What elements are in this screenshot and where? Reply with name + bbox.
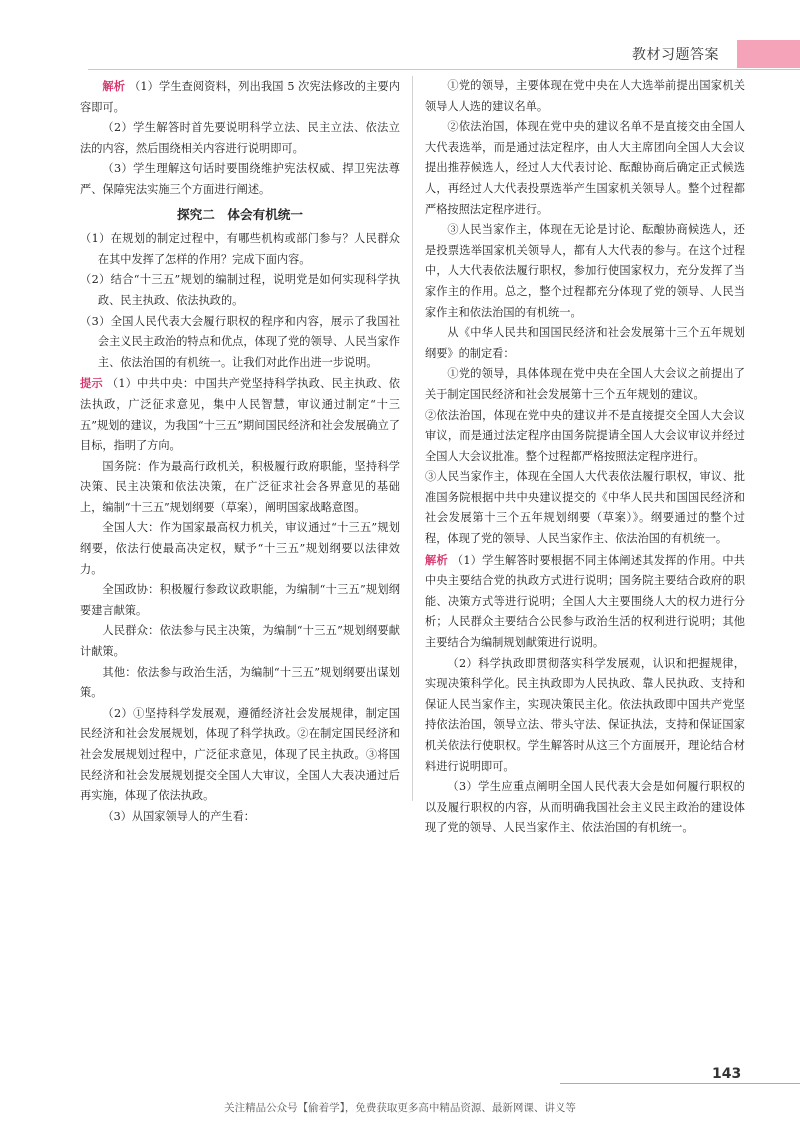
header-accent-tab [737, 40, 800, 68]
intro-para-3: （3）学生理解这句话时要围绕维护宪法权威、捍卫宪法尊严、保障宪法实施三个方面进行阐述。 [80, 162, 400, 196]
para-qunzhong: 人民群众：依法参与民主决策，为编制“十三五”规划纲要献计献策。 [80, 624, 400, 659]
right-column [425, 76, 745, 839]
para-qita: 其他：依法参与政治生活，为编制“十三五”规划纲要出谋划策。 [80, 665, 400, 700]
right-para-5: ①党的领导，具体体现在党中央在全国人大会议之前提出了关于制定国民经济和社会发展第十三个五年规划的建议。 [425, 367, 745, 401]
question-2: （2）结合“十三五”规划的编制过程，说明党是如何实现科学执政、民主执政、依法执政的。 [80, 273, 400, 307]
right-para-1: ①党的领导，主要体现在党中央在人大选举前提出国家机关领导人人选的建议名单。 [425, 79, 745, 113]
footer-text: 关注精品公众号【偷着学】，免费获取更多高中精品资源、最新网课、讲义等 [224, 1102, 576, 1114]
analysis-label: 解析 [102, 79, 126, 93]
question-1: （1）在规划的制定过程中，有哪些机构或部门参与？人民群众在其中发挥了怎样的作用？完成下面内容。 [80, 232, 400, 266]
analysis-1: 解析 （1）学生解答时要根据不同主体阐述其发挥的作用。中共中央主要结合党的执政方式进行说明；国务院主要结合政府的职能、决策方式等进行说明；全国人大主要围绕人大的权力进行分析；人民群众主要结合公民参与政治生活的权利进行说明；其他主要结合为编制规划献策进行说明。 [425, 552, 745, 650]
analysis-2: （2）科学执政即贯彻落实科学发展观，认识和把握规律，实现决策科学化。民主执政即为人民执政、靠人民执政、支持和保证人民当家作主，实现决策民主化。依法执政即中国共产党坚持依法治国，领导立法、带头守法、保证执法，支持和保证国家机关依法行使职权。学生解答时从这三个方面展开，理论结合材料进行说明即可。 [425, 656, 745, 773]
intro-para-2: （2）学生解答时首先要说明科学立法、民主立法、依法立法的内容，然后围绕相关内容进行说明即可。 [80, 121, 400, 155]
right-para-3: ③人民当家作主，体现在无论是讨论、酝酿协商候选人，还是投票选举国家机关领导人，都有人大代表的参与。在这个过程中，人大代表依法履行职权，参加行使国家权力，充分发挥了当家作主的作用。总之，整个过程都充分体现了党的领导、人民当家作主和依法治国的有机统一。 [425, 223, 745, 319]
analysis-label: 解析 [425, 552, 448, 567]
section-title: 探究二 体会有机统一 [177, 206, 303, 222]
footer-rule [560, 1083, 800, 1084]
analysis-3: （3）学生应重点阐明全国人民代表大会是如何履行职权的以及履行职权的内容，从而明确我国社会主义民主政治的建设体现了党的领导、人民当家作主、依法治国的有机统一。 [425, 780, 745, 835]
column-divider [412, 76, 413, 801]
right-para-2: ②依法治国，体现在党中央的建议名单不是直接交由全国人大代表选举，而是通过法定程序，由人大主席团向全国人大会议提出推荐候选人，经过人大代表讨论、酝酿协商后确定正式候选人，再经过人大代表投票选举产生国家机关领导人。整个过程都严格按照法定程序进行。 [425, 120, 745, 216]
question-3: （3）全国人民代表大会履行职权的程序和内容，展示了我国社会主义民主政治的特点和优点，体现了党的领导、人民当家作主、依法治国的有机统一。让我们对此作出进一步说明。 [80, 314, 400, 369]
header-title: 教材习题答案 [632, 47, 719, 63]
answer-3: （3）从国家领导人的产生看： [102, 809, 255, 823]
right-para-4: 从《中华人民共和国国民经济和社会发展第十三个五年规划纲要》的制定看： [425, 326, 745, 360]
answer-2: （2）①坚持科学发展观，遵循经济社会发展规律，制定国民经济和社会发展规划，体现了科学执政。②在制定国民经济和社会发展规划过程中，广泛征求意见，体现了民主执政。③将国民经济和社会发展规划提交全国人大审议，全国人大表决通过后再实施，体现了依法执政。 [80, 706, 400, 803]
para-zhengxie: 全国政协：积极履行参政议政职能，为编制“十三五”规划纲要建言献策。 [80, 583, 400, 617]
hint-label: 提示 [80, 376, 103, 391]
right-para-6: ②依法治国，体现在党中央的建议并不是直接提交全国人大会议审议，而是通过法定程序由国务院提请全国人大会议审议并经过全国人大会议批准。整个过程都严格按照法定程序进行。 [425, 408, 745, 463]
right-para-7: ③人民当家作主，体现在全国人大代表依法履行职权，审议、批准国务院根据中共中央建议提交的《中华人民共和国国民经济和社会发展第十三个五年规划纲要（草案）》。纲要通过的整个过程，体现了党的领导、人民当家作主、依法治国的有机统一。 [425, 470, 745, 546]
para-guowuyuan: 国务院：作为最高行政机关，积极履行政府职能，坚持科学决策、民主决策和依法决策，在广泛征求社会各界意见的基础上，编制“十三五”规划纲要（草案），阐明国家战略意图。 [80, 459, 400, 514]
intro-para-1: 解析 （1）学生查阅资料，列出我国 5 次宪法修改的主要内容即可。 [80, 79, 400, 114]
header-rule [88, 69, 800, 70]
para-renda: 全国人大：作为国家最高权力机关，审议通过“十三五”规划纲要，依法行使最高决定权，赋予“十三五”规划纲要以法律效力。 [80, 521, 400, 576]
left-column [80, 76, 400, 827]
hint-1: 提示 （1）中共中央：中国共产党坚持科学执政、民主执政、依法执政，广泛征求意见，集中人民智慧，审议通过制定“十三五”规划的建议，为我国“十三五”期间国民经济和社会发展确立了目标，指明了方向。 [80, 376, 400, 453]
page-number: 143 [712, 1066, 742, 1082]
